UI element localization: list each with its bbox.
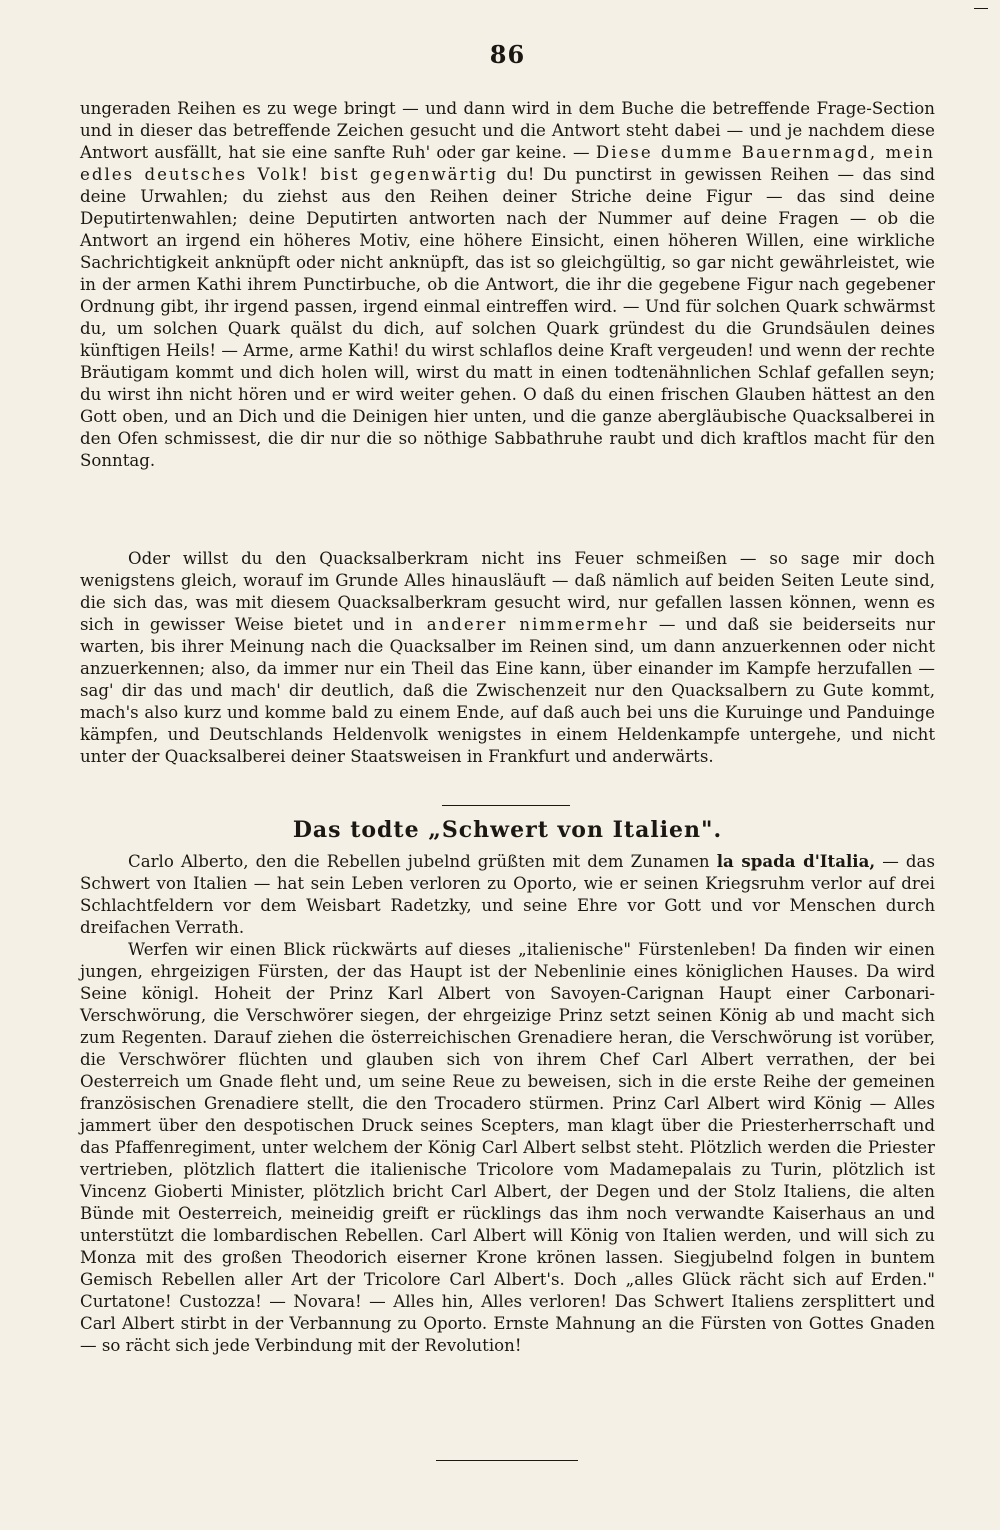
paragraph-3-text-b: — das Schwert von Italien — hat sein Leben verloren zu Oporto, wie er seinen Kriegsruhm verlor auf drei Schlachtfeldern vor dem Weisbart Radetzky, und seine Ehre vor Gott und vor Menschen durch dreifachen Verrath. (80, 852, 935, 937)
paragraph-1-spaced-text: Diese dumme Bauernmagd, mein edles deutsches Volk! bist gegenwärtig (80, 143, 935, 184)
page-edge-mark (974, 8, 988, 9)
paragraph-4: Werfen wir einen Blick rückwärts auf dieses „italienische" Fürstenleben! Da finden wir einen jungen, ehrgeizigen Fürsten, der das Haupt ist der Nebenlinie eines königlichen Hauses. Da wird Seine königl. Hoheit der Prinz Karl Albert von Savoyen-Carignan Haupt einer Carbonari-Verschwörung, die Verschwörer siegen, der ehrgeizige Prinz setzt seinen König ab und macht sich zum Regenten. Darauf ziehen die österreichischen Grenadiere heran, die Verschwörung ist vorüber, die Verschwörer flüchten und glauben sich von ihrem Chef Carl Albert verrathen, der bei Oesterreich um Gnade fleht und, um seine Reue zu beweisen, sich in die erste Reihe der gemeinen französischen Grenadiere stellt, die den Trocadero stürmen. Prinz Carl Albert wird König — Alles jammert über den despotischen Druck seines Scepters, man klagt über die Priesterherrschaft und das Pfaffenregiment, unter welchem der König Carl Albert selbst steht. Plötzlich werden die Priester vertrieben, plötzlich flattert die italienische Tricolore vom Madamepalais zu Turin, plötzlich ist Vincenz Gioberti Minister, plötzlich bricht Carl Albert, der Degen und der Stolz Italiens, die alten Bünde mit Oesterreich, meineidig greift er rücklings das ihm noch verwandte Kaiserhaus an und unterstützt die lombardischen Rebellen. Carl Albert will König von Italien werden, und will sich zu Monza mit des großen Theodorich eiserner Krone krönen lassen. Siegjubelnd folgen in buntem Gemisch Rebellen aller Art der Tricolore Carl Albert's. Doch „alles Glück rächt sich auf Erden." Curtatone! Custozza! — Novara! — Alles hin, Alles verloren! Das Schwert Italiens zersplittert und Carl Albert stirbt in der Verbannung zu Oporto. Ernste Mahnung an die Fürsten von Gottes Gnaden — so rächt sich jede Verbindung mit der Revolution! (80, 940, 935, 1355)
text-block-2 (80, 548, 935, 768)
document-page (80, 40, 935, 1500)
article-heading: Das todte „Schwert von Italien". (292, 817, 723, 843)
paragraph-3 (80, 850, 935, 939)
text-block-1 (80, 98, 935, 472)
page-number: 86 (489, 40, 526, 69)
paragraph-1 (80, 98, 935, 472)
paragraph-3-latin-phrase: la spada d'Italia, (716, 851, 876, 871)
paragraph-2-text-a: Oder willst du den Quacksalberkram nicht ins Feuer schmeißen — so sage mir doch wenigstens gleich, worauf im Grunde Alles hinausläuft — daß nämlich auf beiden Seiten Leute sind, die sich das, was mit diesem Quacksalberkram gesucht wird, nur gefallen lassen können, wenn es sich in gewisser Weise bietet und (80, 549, 935, 634)
section-divider (442, 805, 570, 806)
paragraph-2 (80, 548, 935, 768)
end-divider (436, 1460, 578, 1461)
paragraph-1-text-a: ungeraden Reihen es zu wege bringt — und dann wird in dem Buche die betreffende Frage-Section und in dieser das betreffende Zeichen gesucht und die Antwort steht dabei — und je nachdem diese Antwort ausfällt, hat sie eine sanfte Ruh' oder gar keine. — (80, 99, 935, 162)
paragraph-2-text-b: — und daß sie beiderseits nur warten, bis ihrer Meinung nach die Quacksalber im Reinen sind, um dann anzuerkennen oder nicht anzuerkennen; also, da immer nur ein Theil das Eine kann, über einander im Kampfe herzufallen — sag' dir das und mach' dir deutlich, daß die Zwischenzeit nur den Quacksalbern zu Gute kommt, mach's also kurz und komme bald zu einem Ende, auf daß auch bei uns die Kuruinge und Panduinge kämpfen, und Deutschlands Heldenvolk wenigstes in einem Heldenkampfe untergehe, und nicht unter der Quacksalberei deiner Staatsweisen in Frankfurt und anderwärts. (80, 615, 935, 766)
text-block-3 (80, 850, 935, 1357)
paragraph-3-text-a: Carlo Alberto, den die Rebellen jubelnd grüßten mit dem Zunamen (128, 852, 717, 871)
paragraph-1-text-b: du! Du punctirst in gewissen Reihen — das sind deine Urwahlen; du ziehst aus den Reihen deiner Striche deine Figur — das sind deine Deputirtenwahlen; deine Deputirten antworten nach der Nummer auf deine Fragen — ob die Antwort an irgend ein höheres Motiv, eine höhere Einsicht, einen höheren Willen, eine wirkliche Sachrichtigkeit anknüpft oder nicht anknüpft, das ist so gleichgültig, so gar nicht gewährleistet, wie in der armen Kathi ihrem Punctirbuche, ob die Antwort, die ihr die gegebene Figur nach gegebener Ordnung gibt, ihr irgend passen, irgend einmal eintreffen wird. — Und für solchen Quark schwärmst du, um solchen Quark quälst du dich, auf solchen Quark gründest du die Grundsäulen deines künftigen Heils! — Arme, arme Kathi! du wirst schlaflos deine Kraft vergeuden! und wenn der rechte Bräutigam kommt und dich holen will, wirst du matt in einen todtenähnlichen Schlaf gefallen seyn; du wirst ihn nicht hören und er wird weiter gehen. O daß du einen frischen Glauben hättest an den Gott oben, und an Dich und die Deinigen hier unten, und die ganze abergläubische Quacksalberei in den Ofen schmissest, die dir nur die so nöthige Sabbathruhe raubt und dich kraftlos macht für den Sonntag. (80, 165, 935, 470)
paragraph-2-spaced-text: in anderer nimmermehr (394, 615, 649, 634)
